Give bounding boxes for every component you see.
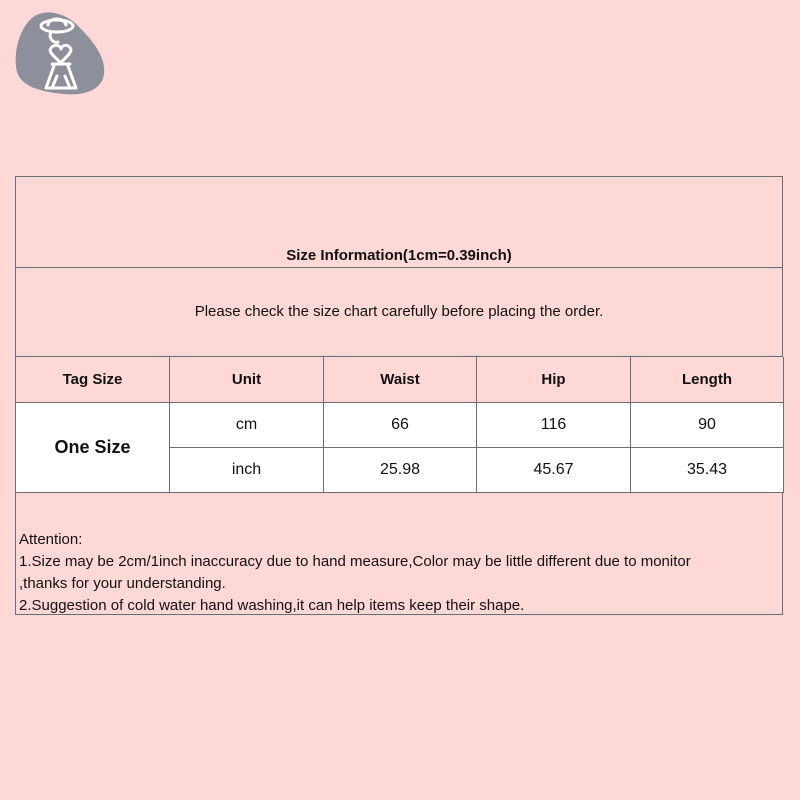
attention-line-1: 1.Size may be 2cm/1inch inaccuracy due to hand measure,Color may be little different due to monitor bbox=[19, 553, 691, 570]
length-cell: 90 bbox=[631, 403, 784, 448]
attention-line-3: 2.Suggestion of cold water hand washing,it can help items keep their shape. bbox=[19, 597, 525, 614]
attention-notes bbox=[19, 529, 781, 617]
brand-logo bbox=[14, 8, 108, 100]
waist-cell: 66 bbox=[324, 403, 477, 448]
header-waist: Waist bbox=[324, 357, 477, 403]
unit-cell: inch bbox=[170, 448, 324, 493]
size-note: Please check the size chart carefully before placing the order. bbox=[194, 303, 604, 320]
header-unit: Unit bbox=[170, 357, 324, 403]
length-cell: 35.43 bbox=[631, 448, 784, 493]
header-hip: Hip bbox=[477, 357, 631, 403]
tag-size-cell: One Size bbox=[16, 403, 170, 493]
dress-lady-icon bbox=[14, 8, 108, 100]
attention-line-2: ,thanks for your understanding. bbox=[19, 575, 226, 592]
header-length: Length bbox=[631, 357, 784, 403]
hip-cell: 45.67 bbox=[477, 448, 631, 493]
header-tag-size: Tag Size bbox=[16, 357, 170, 403]
hip-cell: 116 bbox=[477, 403, 631, 448]
attention-heading: Attention: bbox=[19, 531, 83, 548]
unit-cell: cm bbox=[170, 403, 324, 448]
size-chart bbox=[15, 176, 783, 615]
chart-title: Size Information(1cm=0.39inch) bbox=[286, 247, 512, 264]
waist-cell: 25.98 bbox=[324, 448, 477, 493]
